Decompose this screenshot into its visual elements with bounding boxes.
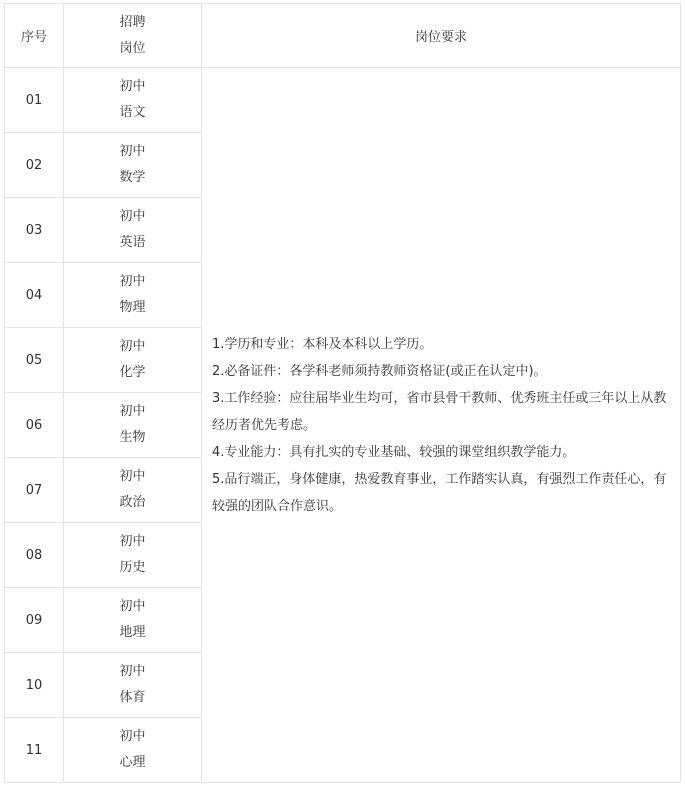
row-position <box>64 393 202 458</box>
position-line: 语文 <box>119 105 146 120</box>
position-line: 初中 <box>119 729 146 744</box>
row-number: 04 <box>5 263 64 328</box>
row-number: 11 <box>5 718 64 783</box>
header-position-line: 招聘 <box>119 14 146 30</box>
position-line: 地理 <box>119 625 146 640</box>
row-position <box>64 68 202 133</box>
row-number: 08 <box>5 523 64 588</box>
row-number: 06 <box>5 393 64 458</box>
header-position-line: 岗位 <box>119 40 146 56</box>
header-requirements: 岗位要求 <box>202 4 681 68</box>
position-line: 初中 <box>119 664 146 679</box>
position-line: 数学 <box>119 170 146 185</box>
row-number: 05 <box>5 328 64 393</box>
row-position <box>64 718 202 783</box>
recruitment-table-container <box>4 3 681 783</box>
table-header-row <box>5 4 681 68</box>
row-number: 09 <box>5 588 64 653</box>
row-position <box>64 458 202 523</box>
position-line: 政治 <box>119 495 146 510</box>
position-line: 心理 <box>119 755 146 770</box>
position-line: 初中 <box>119 79 146 94</box>
requirement-item: 5.品行端正，身体健康，热爱教育事业，工作踏实认真，有强烈工作责任心，有较强的团队合作意识。 <box>212 471 667 514</box>
requirement-item: 4.专业能力：具有扎实的专业基础、较强的课堂组织教学能力。 <box>212 444 576 460</box>
position-line: 初中 <box>119 209 146 224</box>
position-line: 生物 <box>119 430 146 445</box>
position-line: 初中 <box>119 339 146 354</box>
position-line: 初中 <box>119 534 146 549</box>
requirement-item: 2.必备证件：各学科老师须持教师资格证(或正在认定中)。 <box>212 363 547 379</box>
table-row <box>5 68 681 133</box>
table-body <box>5 68 681 783</box>
row-number: 01 <box>5 68 64 133</box>
position-line: 物理 <box>119 300 146 315</box>
position-line: 初中 <box>119 274 146 289</box>
row-number: 02 <box>5 133 64 198</box>
header-number: 序号 <box>5 4 64 68</box>
row-position <box>64 263 202 328</box>
recruitment-table <box>4 3 681 783</box>
position-line: 英语 <box>119 235 146 250</box>
row-position <box>64 588 202 653</box>
row-number: 10 <box>5 653 64 718</box>
row-number: 07 <box>5 458 64 523</box>
row-position <box>64 523 202 588</box>
row-position <box>64 198 202 263</box>
requirement-item: 3.工作经验：应往届毕业生均可，省市县骨干教师、优秀班主任或三年以上从教经历者优先考虑。 <box>212 390 667 433</box>
position-line: 初中 <box>119 469 146 484</box>
position-line: 历史 <box>119 560 146 575</box>
position-line: 化学 <box>119 365 146 380</box>
position-line: 初中 <box>119 599 146 614</box>
row-number: 03 <box>5 198 64 263</box>
header-position <box>64 4 202 68</box>
row-position <box>64 133 202 198</box>
position-line: 体育 <box>119 690 146 705</box>
position-line: 初中 <box>119 404 146 419</box>
position-line: 初中 <box>119 144 146 159</box>
requirement-item: 1.学历和专业：本科及本科以上学历。 <box>212 336 433 352</box>
requirements-cell <box>202 68 681 783</box>
row-position <box>64 328 202 393</box>
row-position <box>64 653 202 718</box>
